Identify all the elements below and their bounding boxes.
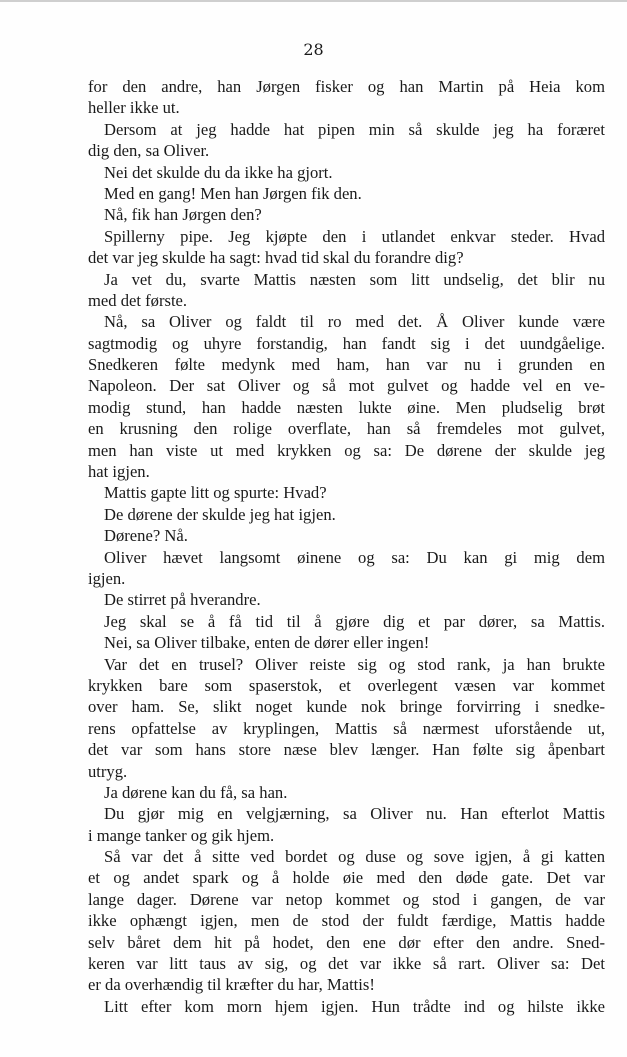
text-line: igjen.	[88, 568, 126, 588]
page-number: 28	[303, 40, 324, 59]
text-line: Nå, sa Oliver og faldt til ro med det. Å Oliver kunde være	[104, 312, 605, 332]
text-line: modig stund, han hadde næsten lukte øine. Men pludselig brøt	[88, 397, 605, 417]
text-line: men han viste ut med krykken og sa: De dørene der skulde jeg	[88, 440, 605, 460]
text-line: er da overhændig til kræfter du har, Mattis!	[88, 975, 375, 995]
text-line: Ja dørene kan du få, sa han.	[104, 782, 288, 802]
text-line: Du gjør mig en velgjærning, sa Oliver nu. Han efterlot Mattis	[104, 804, 605, 824]
text-line: heller ikke ut.	[88, 98, 180, 118]
text-line: De stirret på hverandre.	[104, 590, 261, 610]
page-top-edge	[0, 0, 627, 2]
text-line: med det første.	[88, 290, 188, 310]
text-line: Dersom at jeg hadde hat pipen min så skulde jeg ha foræret	[104, 119, 605, 139]
text-line: over ham. Se, slikt noget kunde nok bringe forvirring i snedke-	[88, 697, 605, 717]
text-line: dig den, sa Oliver.	[88, 141, 210, 161]
text-line: Mattis gapte litt og spurte: Hvad?	[104, 483, 327, 503]
body-text	[88, 76, 605, 1017]
text-line: Nå, fik han Jørgen den?	[104, 205, 262, 225]
text-line: Jeg skal se å få tid til å gjøre dig et par dører, sa Mattis.	[104, 611, 605, 631]
text-line: krykken bare som spaserstok, et overlegent væsen var kommet	[88, 675, 605, 695]
text-line: det var som hans store næse blev længer. Han følte sig åpenbart	[88, 740, 605, 760]
text-line: Nei, sa Oliver tilbake, enten de dører eller ingen!	[104, 633, 430, 653]
text-line: Snedkeren følte medynk med ham, han var nu i grunden en	[88, 355, 605, 375]
text-line: De dørene der skulde jeg hat igjen.	[104, 504, 336, 524]
text-line: rens opfattelse av kryplingen, Mattis så nærmest uforstående ut,	[88, 718, 605, 738]
text-line: Dørene? Nå.	[104, 526, 188, 546]
text-line: keren var litt taus av sig, og det var ikke så rart. Oliver sa: Det	[88, 954, 605, 974]
text-line: det var jeg skulde ha sagt: hvad tid skal du forandre dig?	[88, 248, 464, 268]
text-line: Oliver hævet langsomt øinene og sa: Du kan gi mig dem	[104, 547, 605, 567]
text-line: sagtmodig og uhyre forstandig, han fandt sig i det uundgåelige.	[88, 333, 605, 353]
text-line: utryg.	[88, 761, 128, 781]
text-line: en krusning den rolige overflate, han så fremdeles mot gulvet,	[88, 419, 605, 439]
text-line: Litt efter kom morn hjem igjen. Hun trådte ind og hilste ikke	[104, 996, 605, 1016]
text-line: Med en gang! Men han Jørgen fik den.	[104, 183, 362, 203]
text-line: Napoleon. Der sat Oliver og så mot gulvet og hadde vel en ve-	[88, 376, 605, 396]
text-line: ikke ophængt igjen, men de stod der fuldt færdige, Mattis hadde	[88, 911, 605, 931]
text-line: i mange tanker og gik hjem.	[88, 825, 275, 845]
text-line: hat igjen.	[88, 462, 150, 482]
text-line: Så var det å sitte ved bordet og duse og sove igjen, å gi katten	[104, 847, 605, 867]
text-line: lange dager. Dørene var netop kommet og stod i gangen, de var	[88, 889, 605, 909]
text-line: Ja vet du, svarte Mattis næsten som litt undselig, det blir nu	[104, 269, 605, 289]
text-line: Spillerny pipe. Jeg kjøpte den i utlandet enkvar steder. Hvad	[104, 226, 605, 246]
text-line: selv båret dem hit på hodet, den ene dør efter den andre. Sned-	[88, 932, 605, 952]
text-line: et og andet spark og å holde øie med den døde gate. Det var	[88, 868, 605, 888]
text-line: Var det en trusel? Oliver reiste sig og stod rank, ja han brukte	[104, 654, 605, 674]
text-line: for den andre, han Jørgen fisker og han Martin på Heia kom	[88, 77, 605, 96]
text-line: Nei det skulde du da ikke ha gjort.	[104, 162, 333, 182]
